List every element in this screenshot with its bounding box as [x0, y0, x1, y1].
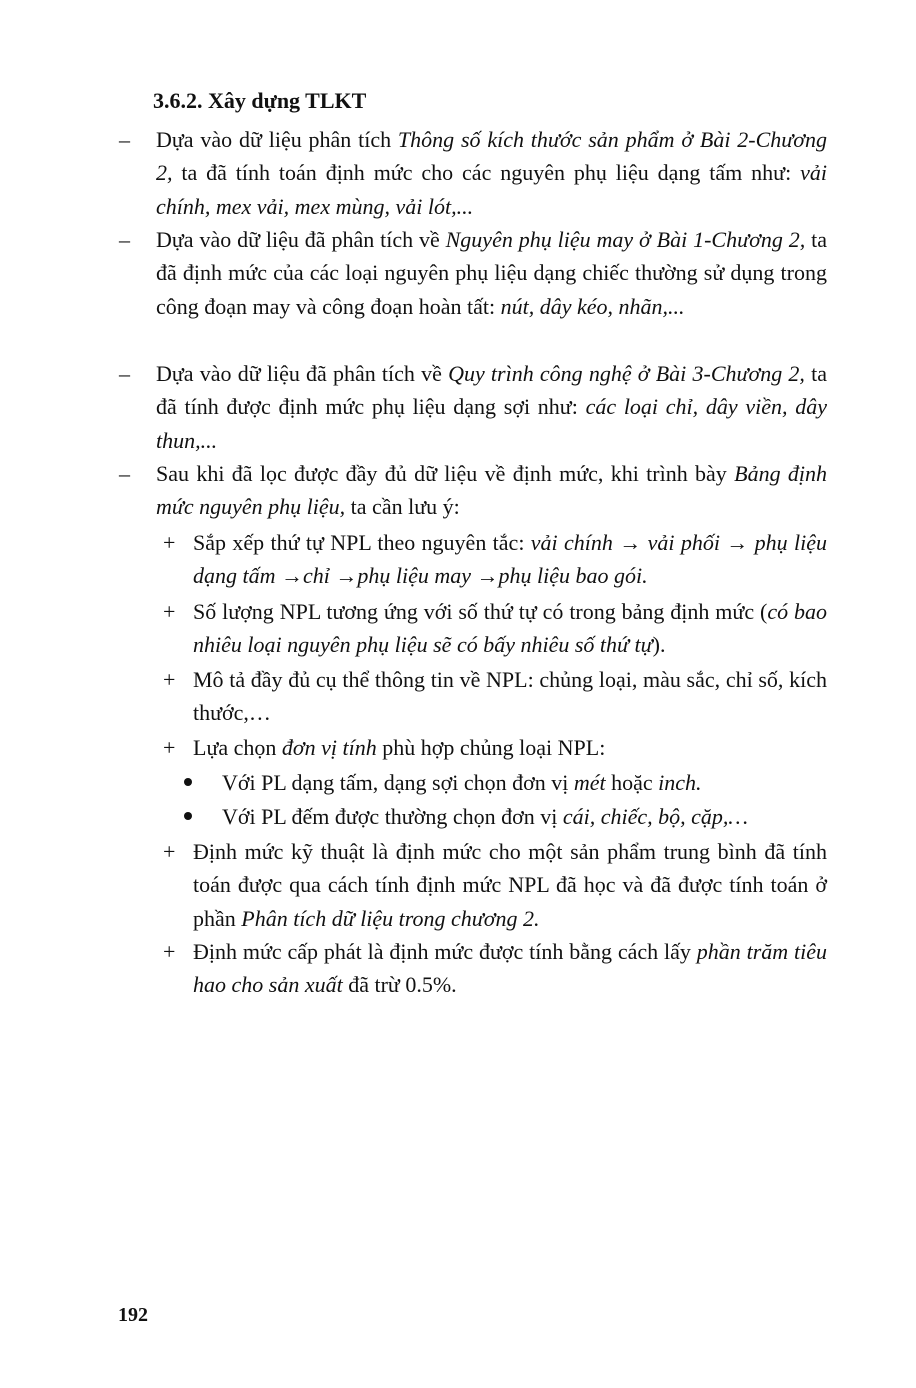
bullet-icon [184, 778, 192, 786]
bullet-list-item [0, 800, 916, 833]
section-heading: 3.6.2. Xây dựng TLKT [153, 88, 367, 113]
sub-list-item [0, 835, 916, 935]
paragraph: Định mức cấp phát là định mức được tính bằng cách lấy phần trăm tiêu hao cho sản xuất đã trừ 0.5%. [193, 939, 827, 998]
dash-marker: – [119, 461, 130, 486]
bullet-list-item [0, 766, 916, 799]
dash-marker: – [119, 127, 130, 152]
paragraph: Dựa vào dữ liệu đã phân tích về Quy trình công nghệ ở Bài 3-Chương 2, ta đã tính được định mức phụ liệu dạng sợi như: các loại chỉ, dây viền, dây thun,... [156, 361, 827, 453]
sub-list-item [0, 595, 916, 662]
paragraph: Số lượng NPL tương ứng với số thứ tự có trong bảng định mức (có bao nhiêu loại nguyên phụ liệu sẽ có bấy nhiêu số thứ tự). [193, 599, 828, 658]
paragraph: Định mức kỹ thuật là định mức cho một sản phẩm trung bình đã tính toán được qua cách tính định mức NPL đã học và đã được tính toán ở phần Phân tích dữ liệu trong chương 2. [193, 839, 827, 931]
paragraph: Với PL dạng tấm, dạng sợi chọn đơn vị mét hoặc inch. [222, 770, 702, 795]
paragraph: Sắp xếp thứ tự NPL theo nguyên tắc: vải chính → vải phối → phụ liệu dạng tấm →chỉ →phụ liệu may →phụ liệu bao gói. [193, 530, 827, 589]
list-item [0, 457, 916, 524]
plus-marker: + [163, 530, 176, 555]
dash-marker: – [119, 361, 130, 386]
arrow-icon: → [335, 563, 358, 589]
paragraph: Dựa vào dữ liệu phân tích Thông số kích thước sản phẩm ở Bài 2-Chương 2, ta đã tính toán định mức cho các nguyên phụ liệu dạng tấm như: vải chính, mex vải, mex mùng, vải lót,... [156, 127, 827, 219]
list-item [0, 223, 916, 323]
sub-list-item [0, 935, 916, 1002]
paragraph: Sau khi đã lọc được đầy đủ dữ liệu về định mức, khi trình bày Bảng định mức nguyên phụ liệu, ta cần lưu ý: [156, 461, 827, 520]
paragraph: Dựa vào dữ liệu đã phân tích về Nguyên phụ liệu may ở Bài 1-Chương 2, ta đã định mức của các loại nguyên phụ liệu dạng chiếc thường sử dụng trong công đoạn may và công đoạn hoàn tất: nút, dây kéo, nhãn,... [156, 227, 827, 319]
paragraph: Lựa chọn đơn vị tính phù hợp chủng loại NPL: [193, 735, 606, 760]
bullet-icon [184, 812, 192, 820]
plus-marker: + [163, 667, 176, 692]
plus-marker: + [163, 735, 176, 760]
plus-marker: + [163, 939, 176, 964]
sub-list-item [0, 526, 916, 593]
sub-list-item [0, 663, 916, 730]
arrow-icon: → [726, 530, 749, 555]
page-number: 192 [118, 1304, 148, 1326]
arrow-icon: → [281, 563, 303, 589]
arrow-icon: → [476, 563, 499, 589]
paragraph: Mô tả đầy đủ cụ thể thông tin về NPL: chủng loại, màu sắc, chỉ số, kích thước,… [193, 667, 827, 726]
paragraph: Với PL đếm được thường chọn đơn vị cái, chiếc, bộ, cặp,… [222, 804, 748, 829]
dash-marker: – [119, 227, 130, 252]
plus-marker: + [163, 839, 176, 864]
list-item [0, 123, 916, 223]
plus-marker: + [163, 599, 176, 624]
list-item [0, 357, 916, 457]
sub-list-item [0, 731, 916, 764]
arrow-icon: → [619, 530, 642, 555]
